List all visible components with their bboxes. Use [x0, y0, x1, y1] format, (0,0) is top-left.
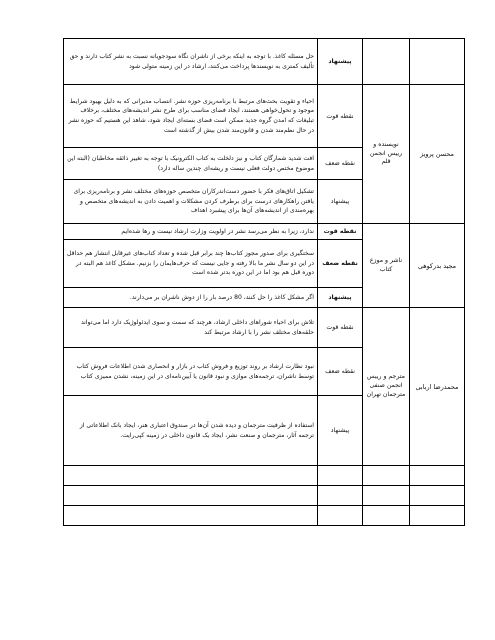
row-label: نقطه قوت: [318, 224, 363, 240]
empty-cell: [363, 506, 410, 526]
row-label: پیشنهاد: [318, 396, 363, 466]
table-row: [64, 85, 465, 148]
table-row: [64, 39, 465, 85]
person-role: ناشر و موزع کتاب: [363, 224, 410, 308]
person-role-cell: [363, 39, 410, 85]
row-content: تشکیل اتاق‌های فکر با حضور دست‌اندرکاران متخصص حوزه‌های مختلف نشر و برنامه‌ریزی برای یافتن راهکارهای درست برای برطرف کردن مشکلات و اهمیت دادن به اندیشه‌های متخصص و بهره‌مندی از اندیشه‌های آن‌ها برای پیشبرد اهداف: [64, 180, 318, 224]
table-row: [64, 486, 465, 506]
row-content: اگر مشکل کاغذ را حل کنند، 80 درصد بار را از دوش ناشران بر می‌دارند.: [64, 288, 318, 308]
row-label: پیشنهاد: [318, 288, 363, 308]
table-row: [64, 506, 465, 526]
row-label: پیشنهاد: [318, 180, 363, 224]
person-role: مترجم و رییس انجمن صنفی مترجمان تهران: [363, 308, 410, 466]
empty-cell: [318, 486, 363, 506]
person-name: مجید بدرکوهی: [410, 224, 465, 308]
empty-cell: [410, 466, 465, 486]
table-row: [64, 466, 465, 486]
table-row: [64, 308, 465, 348]
interview-table: [63, 38, 465, 526]
empty-cell: [363, 466, 410, 486]
table-row: [64, 224, 465, 240]
empty-cell: [64, 486, 318, 506]
empty-cell: [410, 486, 465, 506]
person-name-cell: [410, 39, 465, 85]
row-label: نقطه ضعف: [318, 240, 363, 288]
row-content: احیاء و تقویت بحث‌های مرتبط با برنامه‌ریزی حوزه نشر. انتصاب مدیرانی که به دلیل بهبود شرایط موجود و تحول‌خواهی هستند، ایجاد فضای مناسب برای طرح نشر اندیشه‌های مختلف، برخلاف تبلیغات که امدن گروه جدید ممکن است فضای بسته‌ای ایجاد شود، شاهد این هستیم که حوزه نشر در حال نظم‌مند شدن و قانون‌مند شدن بیش از گذشته است: [64, 85, 318, 148]
row-content: ندارد، زیرا به نظر می‌رسد نشر در اولویت وزارت ارشاد نیست و رها شده‌ایم: [64, 224, 318, 240]
empty-cell: [318, 506, 363, 526]
row-content: تلاش برای احیاء شوراهای داخلی ارشاد، هرچند که سمت و سوی ایدئولوژیک دارد اما می‌تواند حلقه‌های مختلف نشر را با ارشاد مرتبط کند: [64, 308, 318, 348]
empty-cell: [64, 466, 318, 486]
person-role: نویسنده و رییس انجمن قلم: [363, 85, 410, 224]
row-label: نقطه ضعف: [318, 148, 363, 180]
empty-cell: [64, 506, 318, 526]
person-name: محمدرضا اربابی: [410, 308, 465, 466]
empty-cell: [318, 466, 363, 486]
row-label: پیشنهاد: [318, 39, 363, 85]
row-content: استفاده از ظرفیت مترجمان و دیده شدن آن‌ها در صندوق اعتباری هنر، ایجاد بانک اطلاعاتی از ترجمه آثار، مترجمان و صنعت نشر، ایجاد یک قانون داخلی در زمینه کپی‌رایت.: [64, 396, 318, 466]
row-content: حل مسئله کاغذ. با توجه به اینکه برخی از ناشران نگاه سودجویانه نسبت به نشر کتاب دارند و حق تألیف کمتری به نویسندها پرداخت می‌کنند، ارشاد در این زمینه متولی شود: [64, 39, 318, 85]
row-label: نقطه قوت: [318, 85, 363, 148]
row-content: افت شدید شمارگان کتاب و نیز دلخلت به کتاب الکترونیک با توجه به تغییر ذائقه مخاطبان (البته این موضوع مختص دولت فعلی نیست و ریشه‌ای چندین ساله دارد): [64, 148, 318, 180]
empty-cell: [363, 486, 410, 506]
row-label: نقطه قوت: [318, 308, 363, 348]
row-content: سختگیری برای صدور مجوز کتاب‌ها چند برابر قبل شده و تعداد کتاب‌های غیرقابل انتشار هم حداقل در این دو سال نشر ما بالا رفته و جایی نیست که حرف‌هایمان را بزنیم. مشکل کاغذ هم البته در دوره قبل هم بود اما در این دوره بدتر شده است: [64, 240, 318, 288]
empty-cell: [410, 506, 465, 526]
person-name: محسن پرویز: [410, 85, 465, 224]
row-content: نبود نظارت ارشاد بر روند توزیع و فروش کتاب در بازار و انحصاری شدن اطلاعات فروش کتاب توسط ناشران، ترجمه‌های موازی و نبود قانون یا آیین‌نامه‌ای در این زمینه، نشدن ممیزی کتاب: [64, 348, 318, 396]
row-label: نقطه ضعف: [318, 348, 363, 396]
